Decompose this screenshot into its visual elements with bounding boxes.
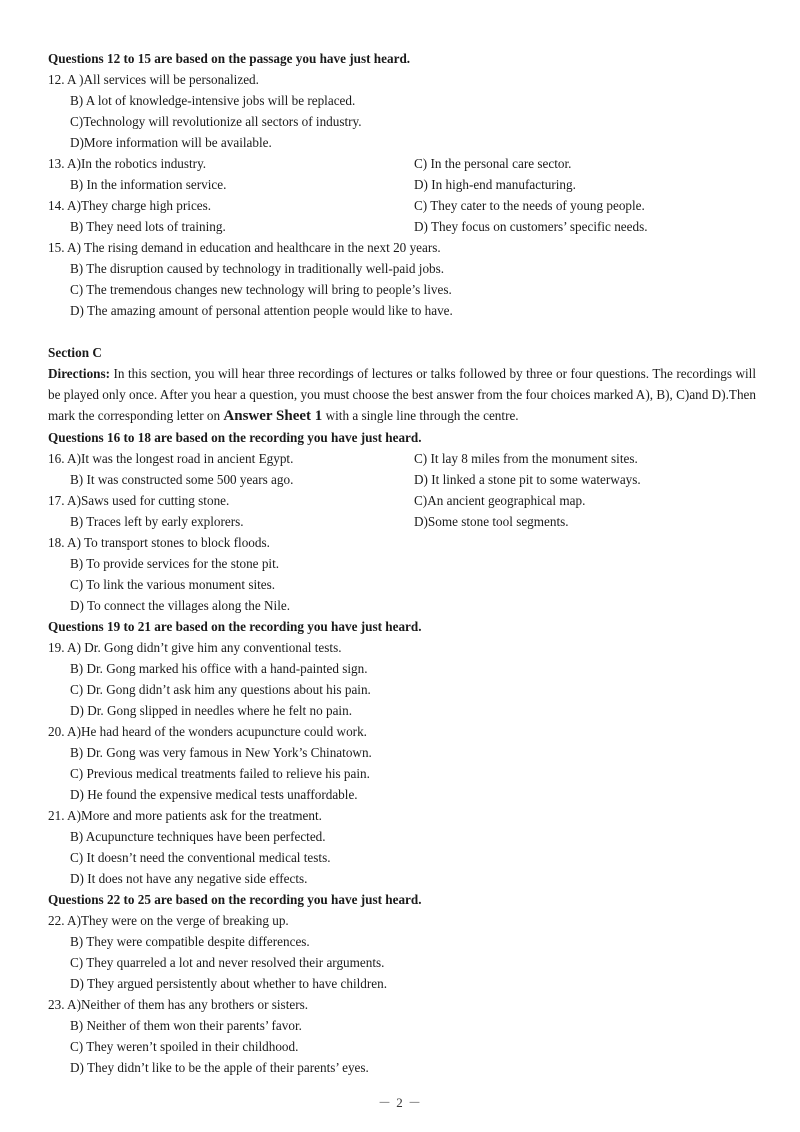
q22-option-a: 22. A)They were on the verge of breaking up. [48,913,289,928]
q19-option-c: C) Dr. Gong didn’t ask him any questions about his pain. [70,682,371,697]
q12-option-d: D)More information will be available. [70,135,272,150]
q22-option-d: D) They argued persistently about whether to have children. [70,976,388,991]
q15-option-b: B) The disruption caused by technology in traditionally well-paid jobs. [70,261,445,276]
directions-text: In this section, you will hear three recordings of lectures or talks followed by three or four questions. The recordings will be played only once. After you hear a question, you must choose the best answer from the four choices marked A), B), C)and D).Then mark the corresponding letter on [48,366,756,423]
q14-row-2 [48,216,756,237]
q14-option-c: C) They cater to the needs of young people. [414,198,645,213]
q14-option-d: D) They focus on customers’ specific needs. [414,219,648,234]
q14-option-b: B) They need lots of training. [70,219,226,234]
q16-option-d: D) It linked a stone pit to some waterways. [414,472,641,487]
question-group-heading-22-25: Questions 22 to 25 are based on the recording you have just heard. [48,892,422,907]
directions-end: with a single line through the centre. [322,408,519,423]
q19-option-b: B) Dr. Gong marked his office with a hand-painted sign. [70,661,368,676]
q23-option-c: C) They weren’t spoiled in their childhood. [70,1039,299,1054]
page-number: － 2 － [377,1095,422,1110]
q15-option-d: D) The amazing amount of personal attention people would like to have. [70,303,453,318]
q21-option-a: 21. A)More and more patients ask for the treatment. [48,808,322,823]
section-c-directions [48,363,756,427]
exam-page [48,48,756,1078]
q22-option-c: C) They quarreled a lot and never resolved their arguments. [70,955,385,970]
q17-option-a: 17. A)Saws used for cutting stone. [48,493,230,508]
q17-option-c: C)An ancient geographical map. [414,493,586,508]
q19-option-d: D) Dr. Gong slipped in needles where he felt no pain. [70,703,352,718]
q20-option-a: 20. A)He had heard of the wonders acupuncture could work. [48,724,367,739]
q13-row-2 [48,174,756,195]
q21-option-d: D) It does not have any negative side effects. [70,871,308,886]
question-group-heading-12-15: Questions 12 to 15 are based on the passage you have just heard. [48,51,411,66]
q23-option-b: B) Neither of them won their parents’ favor. [70,1018,302,1033]
q21-option-b: B) Acupuncture techniques have been perfected. [70,829,326,844]
q23-option-d: D) They didn’t like to be the apple of their parents’ eyes. [70,1060,369,1075]
q12-option-b: B) A lot of knowledge-intensive jobs will be replaced. [70,93,356,108]
q13-option-a: 13. A)In the robotics industry. [48,156,207,171]
directions-label: Directions: [48,366,111,381]
question-group-heading-16-18: Questions 16 to 18 are based on the recording you have just heard. [48,430,422,445]
q23-option-a: 23. A)Neither of them has any brothers or sisters. [48,997,309,1012]
q15-option-c: C) The tremendous changes new technology will bring to people’s lives. [70,282,452,297]
q12-option-c: C)Technology will revolutionize all sectors of industry. [70,114,362,129]
question-group-heading-19-21: Questions 19 to 21 are based on the recording you have just heard. [48,619,422,634]
q17-option-b: B) Traces left by early explorers. [70,514,244,529]
q15-option-a: 15. A) The rising demand in education and healthcare in the next 20 years. [48,240,441,255]
q20-option-b: B) Dr. Gong was very famous in New York’s Chinatown. [70,745,372,760]
q12-option-a: 12. A )All services will be personalized. [48,72,259,87]
q17-option-d: D)Some stone tool segments. [414,514,569,529]
q13-option-b: B) In the information service. [70,177,227,192]
q16-option-b: B) It was constructed some 500 years ago. [70,472,294,487]
q16-option-a: 16. A)It was the longest road in ancient Egypt. [48,451,294,466]
q13-option-c: C) In the personal care sector. [414,156,572,171]
q17-row-1 [48,490,756,511]
q19-option-a: 19. A) Dr. Gong didn’t give him any conventional tests. [48,640,342,655]
q22-option-b: B) They were compatible despite differences. [70,934,310,949]
q20-option-c: C) Previous medical treatments failed to relieve his pain. [70,766,370,781]
q14-option-a: 14. A)They charge high prices. [48,198,212,213]
q18-option-d: D) To connect the villages along the Nile. [70,598,291,613]
q17-row-2 [48,511,756,532]
q16-row-2 [48,469,756,490]
q18-option-a: 18. A) To transport stones to block floods. [48,535,270,550]
q14-row-1 [48,195,756,216]
q16-row-1 [48,448,756,469]
q18-option-c: C) To link the various monument sites. [70,577,276,592]
section-spacer [48,321,756,342]
q21-option-c: C) It doesn’t need the conventional medical tests. [70,850,331,865]
section-c-title: Section C [48,345,102,360]
q13-row-1 [48,153,756,174]
q18-option-b: B) To provide services for the stone pit. [70,556,280,571]
q16-option-c: C) It lay 8 miles from the monument sites. [414,451,638,466]
answer-sheet-label: Answer Sheet 1 [223,408,323,424]
q13-option-d: D) In high-end manufacturing. [414,177,576,192]
q20-option-d: D) He found the expensive medical tests unaffordable. [70,787,358,802]
